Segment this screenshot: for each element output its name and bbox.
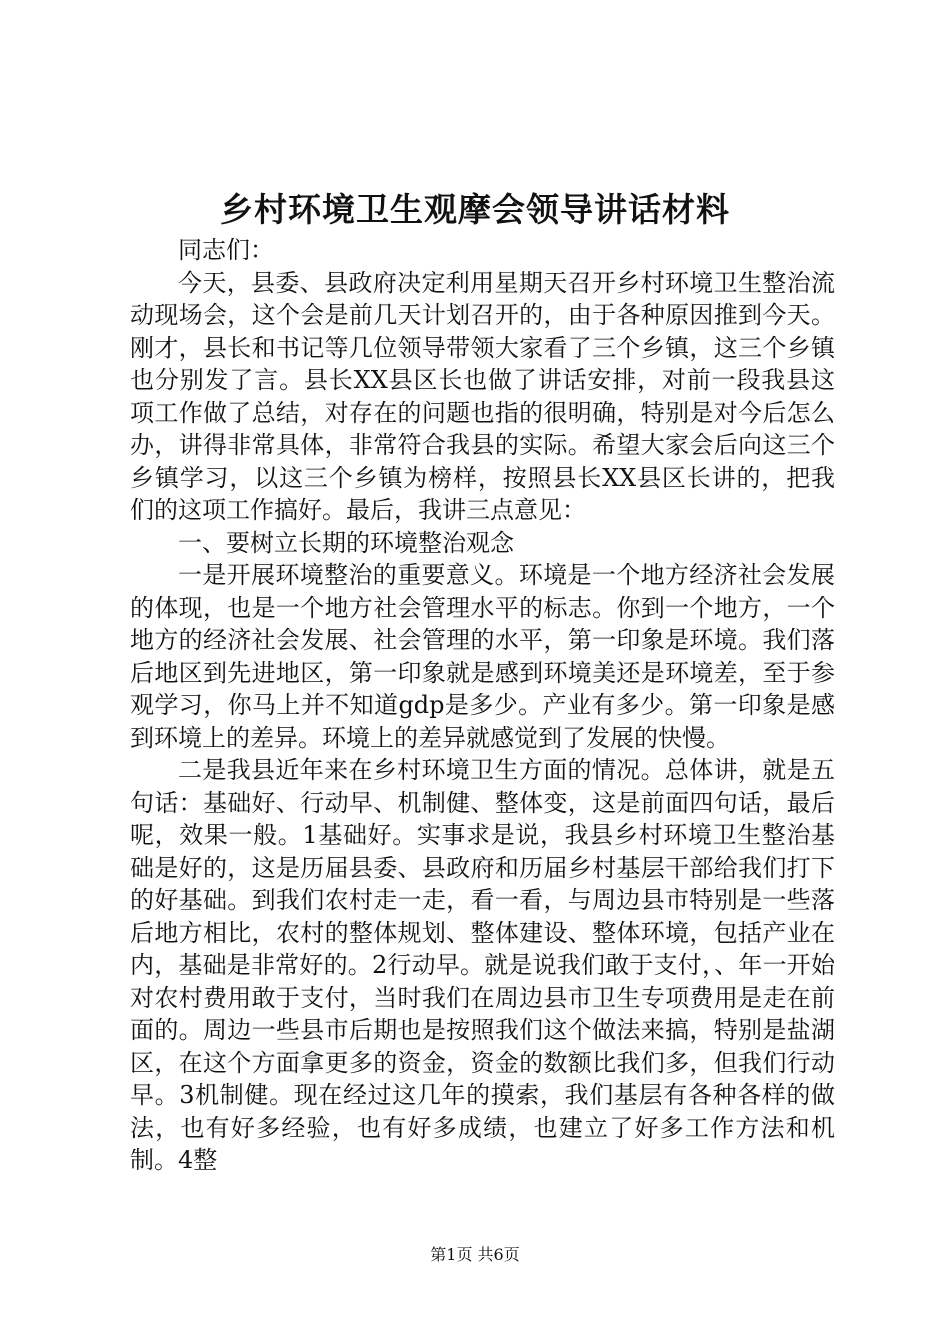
paragraph-point-2: 二是我县近年来在乡村环境卫生方面的情况。总体讲，就是五句话：基础好、行动早、机制健、整体变，这是前面四句话，最后呢，效果一般。1基础好。实事求是说，我县乡村环境卫生整治基础是好的，这是历届县委、县政府和历届乡村基层干部给我们打下的好基础。到我们农村走一走，看一看，与周边县市特别是一些落后地方相比，农村的整体规划、整体建设、整体环境，包括产业在内，基础是非常好的。2行动早。就是说我们敢于支付，、年一开始对农村费用敢于支付，当时我们在周边县市卫生专项费用是走在前面的。周边一些县市后期也是按照我们这个做法来搞，特别是盐湖区，在这个方面拿更多的资金，资金的数额比我们多，但我们行动早。3机制健。现在经过这几年的摸索，我们基层有各种各样的做法，也有好多经验，也有好多成绩，也建立了好多工作方法和机制。4整 <box>130 756 835 1174</box>
section-heading-1: 一、要树立长期的环境整治观念 <box>178 528 514 557</box>
paragraph-salutation: 同志们： <box>178 236 274 264</box>
document-body <box>130 234 835 1177</box>
page-number: 第1页 共6页 <box>430 1245 520 1264</box>
paragraph-intro: 今天，县委、县政府决定利用星期天召开乡村环境卫生整治流动现场会，这个会是前几天计划召开的，由于各种原因推到今天。刚才，县长和书记等几位领导带领大家看了三个乡镇，这三个乡镇也分别发了言。县长XX县区长也做了讲话安排，对前一段我县这项工作做了总结，对存在的问题也指的很明确，特别是对今后怎么办，讲得非常具体，非常符合我县的实际。希望大家会后向这三个乡镇学习，以这三个乡镇为榜样，按照县长XX县区长讲的，把我们的这项工作搞好。最后，我讲三点意见： <box>130 268 835 524</box>
paragraph-point-1: 一是开展环境整治的重要意义。环境是一个地方经济社会发展的体现，也是一个地方社会管理水平的标志。你到一个地方，一个地方的经济社会发展、社会管理的水平，第一印象是环境。我们落后地区到先进地区，第一印象就是感到环境美还是环境差，至于参观学习，你马上并不知道gdp是多少。产业有多少。第一印象是感到环境上的差异。环境上的差异就感觉到了发展的快慢。 <box>130 561 835 752</box>
document-title: 乡村环境卫生观摩会领导讲话材料 <box>220 190 730 229</box>
